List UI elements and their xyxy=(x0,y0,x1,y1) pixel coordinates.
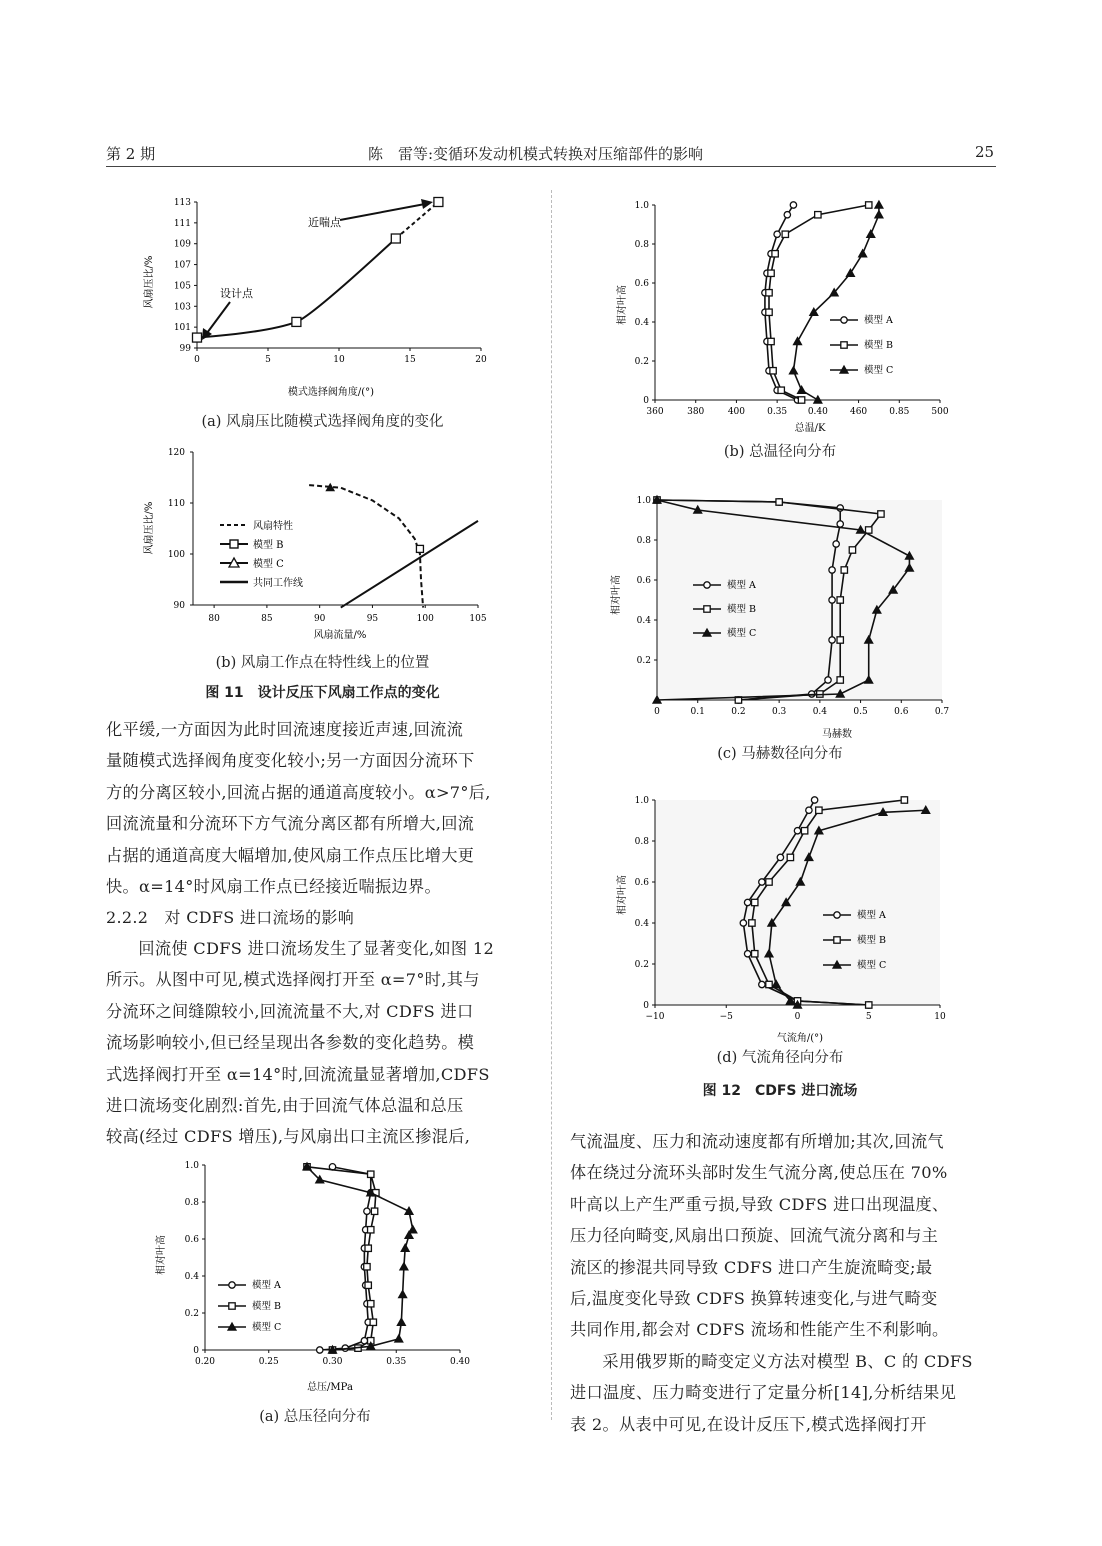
x-tick-label: 0.40 xyxy=(807,407,828,417)
fig12-series-2-point xyxy=(858,250,866,257)
text-line: 量随模式选择阀角度变化较小;另一方面因分流环下 xyxy=(106,751,475,771)
fig12-series-1-point xyxy=(368,1301,374,1307)
x-tick-label: 10 xyxy=(333,355,345,365)
fig12-series-2-point xyxy=(875,211,883,218)
fig12-series-1-point xyxy=(766,879,772,885)
surge-arrowhead xyxy=(421,199,433,209)
fig12-series-0-point xyxy=(829,597,835,603)
fig12-series-1-point xyxy=(849,547,855,553)
fig11a-point xyxy=(434,198,443,207)
x-tick-label: 0.25 xyxy=(258,1357,279,1367)
fig11b-caption: (b) 风扇工作点在特性线上的位置 xyxy=(215,655,430,671)
fig12-series-2-point xyxy=(797,386,805,393)
fig12-series-2-line xyxy=(307,1167,413,1350)
text-line: 分流环之间缝隙较小,回流流量不大,对 CDFS 进口 xyxy=(106,1001,474,1021)
text-line: 所示。从图中可见,模式选择阀打开至 α=7°时,其与 xyxy=(106,970,480,990)
y-tick-label: 0.6 xyxy=(636,576,651,586)
y-tick-label: 0.4 xyxy=(634,919,649,929)
text-line: 进口流场变化剧烈:首先,由于回流气体总温和总压 xyxy=(106,1096,464,1116)
y-tick-label: 110 xyxy=(167,499,185,509)
y-tick-label: 0.8 xyxy=(634,240,649,250)
y-tick-label: 105 xyxy=(173,281,191,292)
legend-label: 模型 C xyxy=(252,1322,282,1333)
section-heading: 2.2.2 对 CDFS 进口流场的影响 xyxy=(106,908,355,927)
fig12-series-1-point xyxy=(866,1002,872,1008)
x-tick-label: −5 xyxy=(719,1012,733,1022)
fig12-series-2-point xyxy=(400,1263,408,1270)
fig12-series-1-point xyxy=(370,1319,376,1325)
fig12-series-0-point xyxy=(784,212,790,218)
design-arrow xyxy=(207,302,230,333)
fig12-series-2-point xyxy=(395,1335,403,1342)
legend-label: 模型 C xyxy=(727,628,757,639)
fig12-series-1-point xyxy=(368,1227,374,1233)
legend-model-c: 模型 C xyxy=(253,559,284,570)
fig11-title: 图 11 设计反压下风扇工作点的变化 xyxy=(205,685,440,701)
fig12-series-1-point xyxy=(770,368,776,374)
x-tick-label: 85 xyxy=(261,614,273,624)
fig12d-xlabel: 气流角/(°) xyxy=(776,1033,824,1044)
x-tick-label: 0.20 xyxy=(194,1357,216,1367)
y-tick-label: 0.8 xyxy=(634,837,649,847)
text-line: 流区的掺混共同导致 CDFS 进口产生旋流畸变;最 xyxy=(570,1257,933,1277)
y-tick-label: 103 xyxy=(173,302,191,313)
y-tick-label: 0.8 xyxy=(184,1198,199,1208)
fig12c-chart xyxy=(605,485,955,740)
fig12d-chart xyxy=(605,785,960,1045)
fig11b-chart xyxy=(135,440,510,645)
fig12-series-1-point xyxy=(766,309,772,315)
fig12b-ylabel: 相对叶高 xyxy=(617,285,628,325)
legend-marker xyxy=(229,1303,235,1309)
fig11a-point xyxy=(391,234,400,243)
fig12-series-0-point xyxy=(364,1208,370,1214)
fig12-series-1-point xyxy=(772,251,778,257)
fig12-series-1-point xyxy=(371,1208,377,1214)
fig12-series-2-point xyxy=(875,201,883,208)
legend-marker xyxy=(841,342,847,348)
y-tick-label: 0.6 xyxy=(634,878,649,888)
x-tick-label: 0.6 xyxy=(894,707,909,717)
legend-label: 模型 C xyxy=(864,365,894,376)
legend-model-b: 模型 B xyxy=(253,540,284,551)
fig12-series-0-point xyxy=(744,899,750,905)
fig12-series-1-point xyxy=(816,807,822,813)
legend-label: 模型 A xyxy=(864,315,893,326)
fig12-series-1-point xyxy=(766,981,772,987)
fig12-series-1-point xyxy=(815,212,821,218)
fig12-series-1-point xyxy=(365,1282,371,1288)
left-para-2 xyxy=(106,933,546,1153)
fig12-series-0-point xyxy=(833,541,839,547)
issue-number: 第 2 期 xyxy=(106,145,156,163)
text-line: 较高(经过 CDFS 增压),与风扇出口主流区掺混后, xyxy=(106,1127,471,1147)
y-tick-label: 0.2 xyxy=(634,357,649,367)
x-tick-label: 5 xyxy=(265,355,271,365)
fig12b-caption: (b) 总温径向分布 xyxy=(723,444,837,460)
right-para-1 xyxy=(570,1126,1000,1346)
page-number: 25 xyxy=(975,143,995,161)
x-tick-label: 380 xyxy=(687,407,705,417)
common-working-line-line xyxy=(341,521,478,608)
legend-fan-char: 风扇特性 xyxy=(253,521,293,532)
x-tick-label: 0.7 xyxy=(934,707,950,717)
x-tick-label: 0.4 xyxy=(812,707,828,717)
fig12-series-0-point xyxy=(777,854,783,860)
text-line: 后,温度变化导致 CDFS 换算转速变化,与进气畸变 xyxy=(570,1289,938,1309)
fig12-series-1-point xyxy=(878,511,884,517)
fig12-series-0-point xyxy=(759,981,765,987)
text-line: 采用俄罗斯的畸变定义方法对模型 B、C 的 CDFS xyxy=(602,1352,973,1371)
legend-common-line: 共同工作线 xyxy=(253,578,303,589)
fig12-series-1-point xyxy=(837,677,843,683)
running-title: 陈 雷等:变循环发动机模式转换对压缩部件的影响 xyxy=(368,145,704,163)
legend-label: 模型 A xyxy=(727,580,756,591)
text-line: 进口温度、压力畸变进行了定量分析[14],分析结果见 xyxy=(570,1383,957,1403)
y-tick-label: 1.0 xyxy=(634,796,649,806)
fig12-series-1-point xyxy=(766,290,772,296)
fig12-series-1-point xyxy=(776,499,782,505)
fig12-series-0-point xyxy=(837,521,843,527)
fig12-series-1-point xyxy=(752,899,758,905)
fig12b-chart xyxy=(605,195,955,435)
fig12-series-2-point xyxy=(846,269,854,276)
y-tick-label: 100 xyxy=(167,550,185,560)
y-tick-label: 0.2 xyxy=(636,656,651,666)
fig12-series-2-point xyxy=(867,230,875,237)
fig12-series-1-point xyxy=(778,387,784,393)
fig12a-xlabel: 总压/MPa xyxy=(307,1382,353,1393)
fig12-series-0-point xyxy=(811,797,817,803)
fig12d-caption: (d) 气流角径向分布 xyxy=(716,1050,844,1066)
y-tick-label: 1.0 xyxy=(184,1161,199,1171)
legend-label: 模型 B xyxy=(857,935,887,946)
x-tick-label: 105 xyxy=(469,614,487,624)
y-tick-label: 0 xyxy=(643,396,649,406)
x-tick-label: 0.30 xyxy=(322,1357,343,1367)
fig11a-chart xyxy=(135,190,510,405)
text-line: 体在绕过分流环头部时发生气流分离,使总压在 70% xyxy=(570,1163,948,1183)
fig12-series-0-point xyxy=(825,677,831,683)
legend-marker xyxy=(704,582,710,588)
fig11a-caption: (a) 风扇压比随模式选择阀角度的变化 xyxy=(201,414,444,430)
fig12c-caption: (c) 马赫数径向分布 xyxy=(717,746,843,762)
text-line: 式选择阀打开至 α=14°时,回流流量显著增加,CDFS xyxy=(106,1064,490,1084)
text-line: 方的分离区较小,回流占据的通道高度较小。α>7°后, xyxy=(106,782,491,802)
x-tick-label: −10 xyxy=(645,1012,665,1022)
left-para-1 xyxy=(106,714,546,902)
y-tick-label: 109 xyxy=(173,239,191,250)
fig12-series-1-point xyxy=(901,797,907,803)
fig12d-ylabel: 相对叶高 xyxy=(617,875,628,915)
x-tick-label: 0 xyxy=(194,355,200,365)
legend-label: 模型 A xyxy=(857,910,886,921)
x-tick-label: 15 xyxy=(404,355,416,365)
text-line: 回流使 CDFS 进口流场发生了显著变化,如图 12 xyxy=(138,939,495,958)
text-line: 共同作用,都会对 CDFS 流场和性能产生不利影响。 xyxy=(570,1320,949,1340)
fig12-series-0-line xyxy=(320,1167,371,1350)
fig12-title: 图 12 CDFS 进口流场 xyxy=(702,1083,858,1099)
text-line: 化平缓,一方面因为此时回流速度接近声速,回流流 xyxy=(106,720,464,739)
x-tick-label: 0.1 xyxy=(690,707,705,717)
fig12-series-0-point xyxy=(806,807,812,813)
fig12-series-1-point xyxy=(768,338,774,344)
y-tick-label: 0.6 xyxy=(184,1235,199,1245)
fig12-series-1-point xyxy=(841,567,847,573)
fig11a-xlabel: 模式选择阀角度/(°) xyxy=(287,387,375,398)
text-line: 表 2。从表中可见,在设计反压下,模式选择阀打开 xyxy=(570,1414,927,1434)
fig12-series-2-point xyxy=(789,367,797,374)
fig12-series-0-point xyxy=(829,637,835,643)
x-tick-label: 20 xyxy=(475,355,487,365)
fig12-series-0-point xyxy=(790,202,796,208)
fig12-series-1-point xyxy=(368,1171,374,1177)
fig12-series-0-point xyxy=(829,567,835,573)
x-tick-label: 95 xyxy=(366,614,379,624)
x-tick-label: 90 xyxy=(313,614,326,624)
y-tick-label: 0.2 xyxy=(184,1309,199,1319)
text-line: 快。α=14°时风扇工作点已经接近喘振边界。 xyxy=(106,877,441,897)
y-tick-label: 0.4 xyxy=(184,1272,199,1282)
y-tick-label: 0 xyxy=(643,1001,649,1011)
fig12a-ylabel: 相对叶高 xyxy=(156,1235,167,1275)
x-tick-label: 10 xyxy=(934,1012,946,1022)
y-tick-label: 0.4 xyxy=(636,616,651,626)
x-tick-label: 400 xyxy=(727,407,746,417)
legend-label: 模型 B xyxy=(727,604,757,615)
legend-marker xyxy=(704,606,710,612)
legend-marker xyxy=(834,912,840,918)
legend-label: 模型 B xyxy=(252,1301,282,1312)
text-line: 叶高以上产生严重亏损,导致 CDFS 进口出现温度、 xyxy=(570,1194,949,1214)
fig12-series-2-point xyxy=(397,1318,405,1325)
fig11b-legend xyxy=(220,519,303,589)
fig12a-caption: (a) 总压径向分布 xyxy=(259,1409,371,1425)
text-line: 压力径向畸变,风扇出口预旋、回流气流分离和与主 xyxy=(570,1226,939,1246)
legend-marker xyxy=(229,1282,235,1288)
column-divider xyxy=(551,190,552,1420)
fig12-series-0-point xyxy=(740,920,746,926)
fig11a-annot-design: 设计点 xyxy=(220,287,253,300)
x-tick-label: 460 xyxy=(849,407,868,417)
y-tick-label: 0.2 xyxy=(634,960,649,970)
fig12-series-1-point xyxy=(798,397,804,403)
fig12-series-0-point xyxy=(774,231,780,237)
x-tick-label: 5 xyxy=(865,1012,872,1022)
text-line: 气流温度、压力和流动速度都有所增加;其次,回流气 xyxy=(570,1132,944,1151)
y-tick-label: 90 xyxy=(173,601,185,611)
x-tick-label: 0.35 xyxy=(386,1357,407,1367)
fig11a-point xyxy=(193,333,202,342)
x-tick-label: 500 xyxy=(931,407,949,417)
legend-label: 模型 B xyxy=(864,340,894,351)
x-tick-label: 100 xyxy=(416,614,434,624)
header-rule xyxy=(106,166,996,167)
y-tick-label: 99 xyxy=(179,344,191,354)
x-tick-label: 80 xyxy=(208,614,220,624)
y-tick-label: 1.0 xyxy=(636,496,651,506)
fig11a-point xyxy=(292,317,301,326)
text-line: 回流流量和分流环下方气流分离区都有所增大,回流 xyxy=(106,814,475,834)
fig11b-ylabel: 风扇压比/% xyxy=(144,501,155,555)
y-tick-label: 107 xyxy=(173,260,191,271)
fig12-series-1-point xyxy=(749,920,755,926)
fig12-series-1-point xyxy=(752,951,758,957)
x-tick-label: 0 xyxy=(794,1012,801,1022)
x-tick-label: 0.85 xyxy=(889,407,910,417)
fan-characteristic-line xyxy=(309,485,423,607)
x-tick-label: 0.40 xyxy=(449,1357,471,1367)
y-tick-label: 1.0 xyxy=(634,201,649,211)
fig12-series-0-point xyxy=(759,879,765,885)
x-tick-label: 0 xyxy=(654,707,660,717)
fig11a-ylabel: 风扇压比/% xyxy=(144,255,155,309)
fig12-series-1-point xyxy=(801,828,807,834)
fig12b-xlabel: 总温/K xyxy=(794,423,826,434)
fig12-series-1-point xyxy=(768,270,774,276)
text-line: 流场影响较小,但已经呈现出各参数的变化趋势。模 xyxy=(106,1033,475,1053)
fig11b-xlabel: 风扇流量/% xyxy=(313,630,367,641)
x-tick-label: 360 xyxy=(646,407,664,417)
x-tick-label: 0.35 xyxy=(767,407,788,417)
text-line: 占据的通道高度大幅增加,使风扇工作点压比增大更 xyxy=(106,845,475,865)
plot-area xyxy=(657,500,942,700)
fig12-series-0-point xyxy=(794,828,800,834)
fig12-series-1-point xyxy=(365,1245,371,1251)
fig12-series-2-point xyxy=(398,1290,406,1297)
fig12-series-1-point xyxy=(782,231,788,237)
surge-arrow xyxy=(340,204,425,220)
fig12-series-2-point xyxy=(409,1226,417,1233)
fig12-series-1-point xyxy=(837,597,843,603)
legend-label: 模型 C xyxy=(857,960,887,971)
fig11a-annot-surge: 近喘点 xyxy=(308,216,341,229)
x-tick-label: 0.2 xyxy=(731,707,746,717)
model-b-point xyxy=(416,545,423,552)
fig12-series-1-point xyxy=(787,854,793,860)
y-tick-label: 0.8 xyxy=(636,536,651,546)
fig12-series-2-point xyxy=(793,337,801,344)
fig12c-xlabel: 马赫数 xyxy=(822,729,852,740)
y-tick-label: 101 xyxy=(173,323,191,334)
fig12-series-1-point xyxy=(866,202,872,208)
fig12-series-0-point xyxy=(744,951,750,957)
fig12-series-0-point xyxy=(317,1347,323,1353)
fig12-series-1-point xyxy=(364,1264,370,1270)
legend-marker xyxy=(841,317,847,323)
legend-label: 模型 A xyxy=(252,1280,281,1291)
legend-marker xyxy=(834,937,840,943)
x-tick-label: 0.3 xyxy=(771,707,787,717)
y-tick-label: 0 xyxy=(193,1346,199,1356)
fig12c-ylabel: 相对叶高 xyxy=(611,575,622,615)
fig12-series-2-point xyxy=(405,1207,413,1214)
y-tick-label: 111 xyxy=(173,218,191,229)
fig12-series-1-point xyxy=(837,637,843,643)
y-tick-label: 120 xyxy=(167,448,185,458)
right-para-2 xyxy=(570,1346,1000,1440)
y-tick-label: 0.4 xyxy=(634,318,649,328)
y-tick-label: 113 xyxy=(173,198,191,208)
y-tick-label: 0.6 xyxy=(634,279,649,289)
x-tick-label: 0.5 xyxy=(853,707,868,717)
fig12a-chart xyxy=(150,1150,480,1395)
fig12-series-2-point xyxy=(401,1244,409,1251)
